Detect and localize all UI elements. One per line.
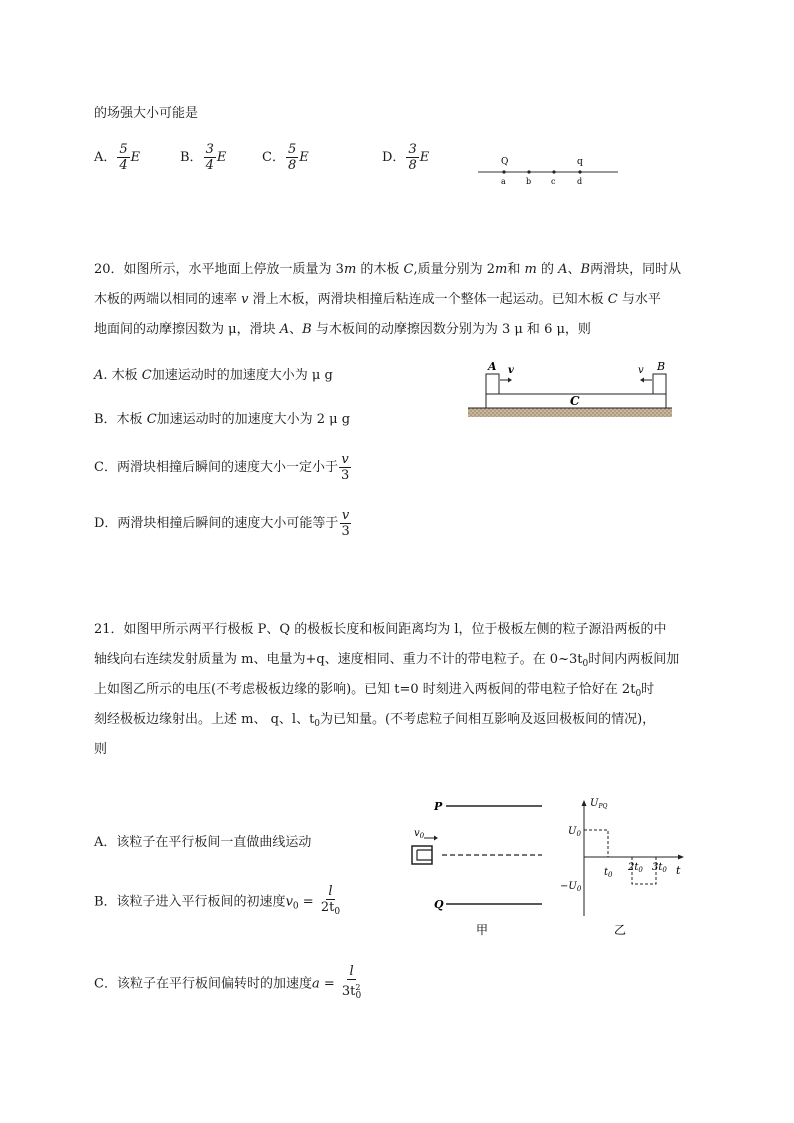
text: 刻经极板边缘射出。上述 m、 q、l、t <box>94 712 315 727</box>
fraction <box>339 508 351 539</box>
fraction-numerator: l <box>349 964 354 979</box>
fraction-denominator: 8 <box>287 158 297 173</box>
label-P: P <box>434 800 443 813</box>
fraction-denominator: 3 <box>341 524 350 539</box>
text: 加速运动时的加速度大小为 2 μ g <box>156 412 351 427</box>
q21-option-b[interactable] <box>94 884 343 920</box>
text: 的木板 <box>356 262 404 277</box>
option-label: A． <box>94 150 117 165</box>
label-A: A <box>488 360 497 373</box>
text: 地面间的动摩擦因数为 μ，滑块 <box>94 322 280 337</box>
text: B．该粒子进入平行板间的初速度 <box>94 894 286 910</box>
subscript: 0 <box>582 659 589 669</box>
superscript: 2 <box>355 983 361 992</box>
option-variable: E <box>419 150 430 165</box>
var-v: v <box>241 292 249 307</box>
fraction-numerator: 3 <box>205 142 214 157</box>
option-variable: E <box>216 150 227 165</box>
label-b: b <box>526 177 532 186</box>
tick-3t0-subscript: 0 <box>662 866 667 874</box>
fraction <box>117 142 129 173</box>
var-a: a <box>311 976 320 992</box>
text: 上如图乙所示的电压(不考虑极板边缘的影响)。已知 t=0 时刻进入两板间的带电粒子恰好在 2t <box>94 682 636 697</box>
text: 和 <box>507 262 525 277</box>
q20-option-a[interactable] <box>94 364 333 383</box>
var-B: B <box>580 262 591 277</box>
label-v0 <box>414 828 425 840</box>
var-v: v <box>285 894 293 910</box>
option-variable: E <box>130 150 141 165</box>
tick-2t0-subscript: 0 <box>638 866 643 874</box>
text: 两滑块，同时从 <box>590 262 682 277</box>
label-U0 <box>568 826 581 838</box>
fraction-denominator: 4 <box>205 158 214 173</box>
label-U0-subscript: 0 <box>576 830 581 838</box>
label-a: a <box>501 177 506 186</box>
q19-tail: 的场强大小可能是 <box>94 106 199 121</box>
block-B <box>653 374 666 394</box>
q20-option-c[interactable] <box>94 452 352 483</box>
var-m: m <box>343 262 357 277</box>
label-negU0 <box>560 881 582 893</box>
y-axis-subscript: PQ <box>598 803 608 810</box>
label-c: c <box>551 177 556 186</box>
text: 滑上木板，两滑块相撞后粘连成一个整体一起运动。已知木板 <box>248 292 608 307</box>
arrow-left-head <box>640 378 644 383</box>
point-c <box>552 170 555 173</box>
fraction <box>319 884 342 920</box>
var-m: m <box>524 262 537 277</box>
text: 20．如图所示，水平地面上停放一质量为 3 <box>94 262 344 277</box>
subscript: 0 <box>334 907 341 917</box>
q20-line-2 <box>94 288 661 307</box>
q21-figure-jia <box>400 796 550 942</box>
ground <box>468 408 672 417</box>
fraction-numerator: 3 <box>408 142 417 157</box>
tick-2t0 <box>627 862 643 874</box>
fraction-numerator: 5 <box>287 142 297 157</box>
q19-option-c[interactable] <box>262 142 309 173</box>
label-v-right: v <box>638 365 644 376</box>
tick-t0 <box>604 867 613 879</box>
x-axis-label: t <box>676 864 681 877</box>
text: ,质量分别为 2 <box>413 262 496 277</box>
q19-option-a[interactable] <box>94 142 140 173</box>
q19-figure <box>474 150 624 192</box>
text: 木板 <box>107 368 142 383</box>
q20-option-d[interactable] <box>94 508 353 539</box>
q21-option-a[interactable]: A．该粒子在平行板间一直做曲线运动 <box>94 835 312 850</box>
q21-figure-yi <box>558 796 690 942</box>
var-C: C <box>146 412 157 427</box>
option-variable: E <box>299 150 309 165</box>
v0-arrow-head <box>434 836 438 841</box>
subscript: 0 <box>292 901 299 912</box>
text: 与木板间的动摩擦因数分别为为 3 μ 和 6 μ，则 <box>311 322 591 337</box>
tick-3t0-letter: 3t <box>652 862 663 873</box>
q20-line-1 <box>94 258 681 277</box>
q20-option-b[interactable] <box>94 408 350 427</box>
label-v0-letter: v <box>414 828 420 839</box>
var-C: C <box>141 368 152 383</box>
fraction-numerator: v <box>341 508 350 523</box>
text: C．两滑块相撞后瞬间的速度大小一定小于 <box>94 460 338 475</box>
x-axis-arrow <box>678 855 684 860</box>
point-b <box>527 170 530 173</box>
q21-option-c[interactable] <box>94 964 364 1004</box>
label-U0-letter: U <box>568 826 577 837</box>
fraction-numerator: v <box>341 452 349 467</box>
label-q: q <box>577 157 583 167</box>
fraction-numerator: l <box>328 884 333 899</box>
y-axis-arrow <box>582 800 587 806</box>
text: 木板的两端以相同的速率 <box>94 292 242 307</box>
label-C: C <box>570 394 580 408</box>
q21-line-4 <box>94 708 655 729</box>
var-A: A <box>558 262 568 277</box>
q21-line-3 <box>94 678 654 699</box>
q21-line-1: 21．如图甲所示两平行极板 P、Q 的极板长度和板间距离均为 l，位于极板左侧的粒子源沿两板的中 <box>94 622 667 637</box>
q19-option-b[interactable] <box>180 142 226 173</box>
label-v0-subscript: 0 <box>419 832 425 840</box>
equals: = <box>298 894 318 910</box>
fraction <box>340 964 363 1004</box>
arrow-right-head <box>508 378 512 383</box>
tick-3t0 <box>652 862 667 874</box>
point-a <box>502 170 505 173</box>
option-label: A. <box>94 368 108 383</box>
q20-line-3 <box>94 318 591 337</box>
text: D．两滑块相撞后瞬间的速度大小可能等于 <box>94 516 339 531</box>
var-m: m <box>495 262 508 277</box>
text: 时间内两板间加 <box>588 652 680 667</box>
q20-figure <box>464 356 676 422</box>
option-label: B． <box>180 150 203 165</box>
point-d <box>578 170 581 173</box>
var-C: C <box>607 292 618 307</box>
fraction-denominator: 2t <box>320 900 335 915</box>
subscript: 0 <box>355 991 362 1001</box>
fraction <box>406 142 418 173</box>
particle-source <box>412 846 432 864</box>
fraction-denominator: 4 <box>119 158 128 173</box>
option-label: C． <box>262 150 285 165</box>
var-C: C <box>403 262 414 277</box>
equals: = <box>319 976 339 992</box>
fraction <box>286 142 298 173</box>
text: 、 <box>289 322 303 337</box>
fraction-denominator: 3t <box>341 984 356 999</box>
var-B: B <box>302 322 312 337</box>
fraction-denominator: 3 <box>340 468 350 483</box>
text: B．木板 <box>94 412 147 427</box>
text: 轴线向右连续发射质量为 m、电量为+q、速度相同、重力不计的带电粒子。在 0~3t <box>94 652 583 667</box>
particle-source-inner <box>417 850 432 860</box>
block-A <box>486 374 499 394</box>
caption-yi: 乙 <box>614 923 627 937</box>
text: C．该粒子在平行板间偏转时的加速度 <box>94 976 312 992</box>
label-B: B <box>657 360 666 373</box>
label-Q: Q <box>501 157 509 167</box>
y-axis-label <box>590 798 607 810</box>
option-label: D． <box>382 150 406 165</box>
label-negU0-letter: −U <box>560 881 577 892</box>
caption-jia: 甲 <box>476 923 489 937</box>
voltage-pulse-positive <box>584 830 608 857</box>
text: 时 <box>641 682 655 697</box>
q19-option-d[interactable] <box>382 142 429 173</box>
label-v-left: v <box>508 365 514 376</box>
text: 加速运动时的加速度大小为 μ g <box>151 368 333 383</box>
tick-t0-letter: t <box>604 867 609 878</box>
q21-line-2 <box>94 648 679 669</box>
text: 为已知量。(不考虑粒子间相互影响及返回极板间的情况)， <box>320 712 656 727</box>
q21-line-5: 则 <box>94 742 108 757</box>
subscript: 0 <box>314 719 321 729</box>
y-axis-letter: U <box>590 798 599 809</box>
tick-2t0-letter: 2t <box>628 862 639 873</box>
fraction <box>204 142 216 173</box>
fraction-numerator: 5 <box>119 142 128 157</box>
var-A: A <box>279 322 290 337</box>
subscript: 0 <box>635 689 642 699</box>
text: 、 <box>567 262 581 277</box>
label-negU0-subscript: 0 <box>576 885 582 893</box>
tick-t0-subscript: 0 <box>608 871 613 879</box>
fraction-denominator: 8 <box>408 158 417 173</box>
label-Q: Q <box>434 898 444 911</box>
fraction <box>339 452 351 483</box>
text: 与水平 <box>617 292 661 307</box>
text: 的 <box>536 262 559 277</box>
label-d: d <box>577 177 583 186</box>
